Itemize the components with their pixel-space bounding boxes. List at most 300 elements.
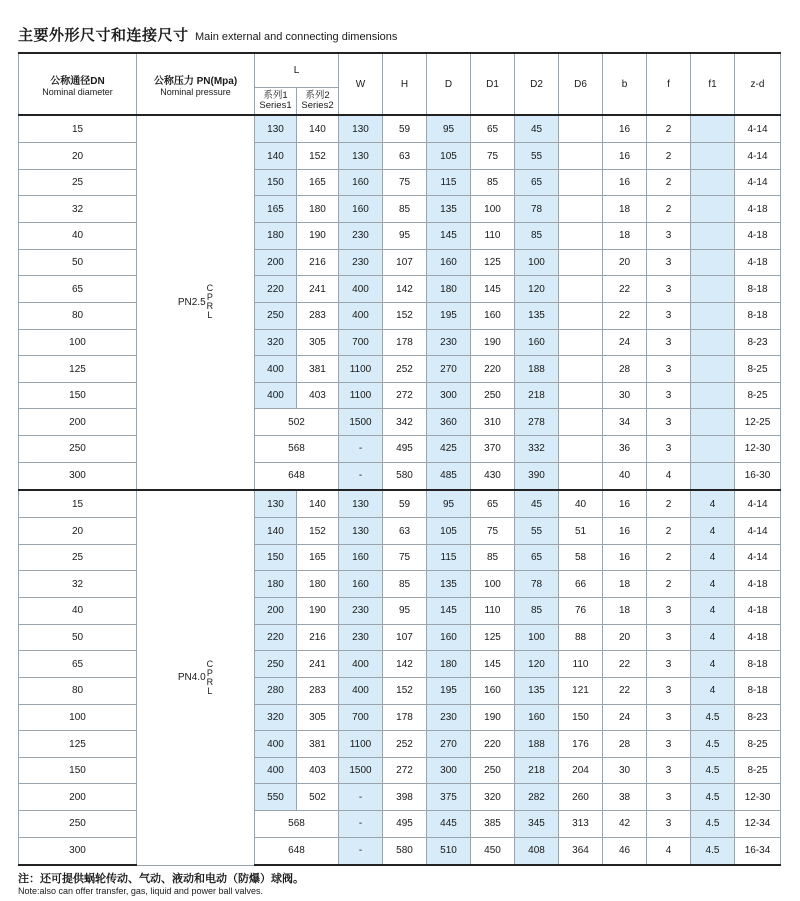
cell-f: 3	[647, 302, 691, 329]
cell-b: 24	[603, 704, 647, 731]
table-row	[19, 409, 781, 436]
pn-value: PN4.0	[177, 672, 206, 684]
cell-h: 59	[383, 115, 427, 143]
cell-l-series1: 400	[255, 356, 297, 383]
cell-b: 16	[603, 544, 647, 571]
cell-zd: 8-18	[735, 276, 781, 303]
cell-f1: 4.5	[691, 811, 735, 838]
cell-zd: 8-23	[735, 704, 781, 731]
cell-d6	[559, 462, 603, 490]
pn-materials	[207, 284, 214, 320]
cell-b: 22	[603, 651, 647, 678]
cell-zd: 8-18	[735, 677, 781, 704]
header-pn-en: Nominal pressure	[160, 86, 231, 97]
table-row	[19, 302, 781, 329]
table-row	[19, 624, 781, 651]
cell-f1: 4.5	[691, 704, 735, 731]
cell-zd: 4-14	[735, 115, 781, 143]
cell-f: 2	[647, 490, 691, 518]
cell-d6: 51	[559, 518, 603, 545]
header-series1	[255, 87, 297, 115]
cell-w: 400	[339, 677, 383, 704]
cell-h: 95	[383, 223, 427, 250]
cell-h: 272	[383, 382, 427, 409]
cell-b: 34	[603, 409, 647, 436]
cell-f: 2	[647, 143, 691, 170]
header-w: W	[339, 53, 383, 115]
cell-d1: 310	[471, 409, 515, 436]
cell-w: 400	[339, 302, 383, 329]
cell-zd: 4-18	[735, 624, 781, 651]
cell-b: 38	[603, 784, 647, 811]
cell-l-series1: 150	[255, 544, 297, 571]
cell-f: 3	[647, 276, 691, 303]
cell-w: 700	[339, 329, 383, 356]
cell-h: 495	[383, 811, 427, 838]
cell-l-series1: 200	[255, 249, 297, 276]
cell-h: 152	[383, 302, 427, 329]
pn-material-letter: L	[207, 685, 213, 696]
cell-f: 3	[647, 624, 691, 651]
cell-d2: 282	[515, 784, 559, 811]
cell-d1: 160	[471, 302, 515, 329]
cell-dn: 300	[19, 837, 137, 865]
cell-h: 398	[383, 784, 427, 811]
table-row	[19, 544, 781, 571]
header-dn-en: Nominal diameter	[42, 86, 113, 97]
table-row	[19, 382, 781, 409]
cell-l-combined: 648	[255, 837, 339, 865]
cell-f: 3	[647, 223, 691, 250]
header-series2-cn: 系列2	[305, 89, 330, 101]
cell-w: 400	[339, 276, 383, 303]
cell-f: 4	[647, 837, 691, 865]
cell-d1: 110	[471, 223, 515, 250]
cell-w: 1500	[339, 757, 383, 784]
pn-value: PN2.5	[177, 296, 206, 308]
cell-l-series1: 140	[255, 143, 297, 170]
cell-d2: 65	[515, 544, 559, 571]
header-h: H	[383, 53, 427, 115]
cell-h: 85	[383, 196, 427, 223]
header-d6: D6	[559, 53, 603, 115]
cell-h: 107	[383, 624, 427, 651]
table-row	[19, 169, 781, 196]
cell-b: 36	[603, 436, 647, 463]
cell-zd: 4-18	[735, 249, 781, 276]
cell-zd: 4-18	[735, 571, 781, 598]
cell-d: 135	[427, 571, 471, 598]
cell-f: 3	[647, 329, 691, 356]
cell-l-series1: 220	[255, 624, 297, 651]
cell-d: 300	[427, 382, 471, 409]
table-row	[19, 356, 781, 383]
cell-dn: 200	[19, 784, 137, 811]
footnote	[18, 873, 304, 897]
cell-h: 580	[383, 837, 427, 865]
cell-w: 130	[339, 490, 383, 518]
cell-dn: 32	[19, 196, 137, 223]
cell-d6	[559, 143, 603, 170]
cell-d: 105	[427, 143, 471, 170]
cell-f: 3	[647, 731, 691, 758]
cell-d: 375	[427, 784, 471, 811]
cell-l-series2: 216	[297, 249, 339, 276]
cell-b: 28	[603, 731, 647, 758]
table-row	[19, 784, 781, 811]
cell-b: 16	[603, 143, 647, 170]
cell-l-series1: 150	[255, 169, 297, 196]
table-row	[19, 223, 781, 250]
cell-d: 95	[427, 490, 471, 518]
cell-f1: 4	[691, 651, 735, 678]
cell-f1	[691, 276, 735, 303]
cell-b: 20	[603, 249, 647, 276]
cell-d6	[559, 329, 603, 356]
cell-h: 152	[383, 677, 427, 704]
cell-d: 230	[427, 704, 471, 731]
cell-b: 16	[603, 490, 647, 518]
cell-f1: 4.5	[691, 731, 735, 758]
cell-zd: 8-25	[735, 757, 781, 784]
cell-h: 95	[383, 598, 427, 625]
cell-d2: 160	[515, 329, 559, 356]
cell-l-series2: 140	[297, 490, 339, 518]
cell-f: 3	[647, 704, 691, 731]
cell-d2: 120	[515, 276, 559, 303]
cell-d1: 85	[471, 169, 515, 196]
cell-d1: 190	[471, 704, 515, 731]
cell-l-series1: 220	[255, 276, 297, 303]
cell-d1: 65	[471, 115, 515, 143]
cell-d2: 85	[515, 223, 559, 250]
cell-d: 300	[427, 757, 471, 784]
cell-w: 230	[339, 624, 383, 651]
cell-zd: 4-14	[735, 544, 781, 571]
table-row	[19, 677, 781, 704]
dimensions-table	[18, 52, 781, 866]
cell-d6	[559, 436, 603, 463]
cell-d6: 121	[559, 677, 603, 704]
cell-d: 145	[427, 223, 471, 250]
cell-f1	[691, 223, 735, 250]
cell-l-series1: 140	[255, 518, 297, 545]
table-row	[19, 731, 781, 758]
cell-f1	[691, 249, 735, 276]
cell-w: -	[339, 811, 383, 838]
cell-b: 42	[603, 811, 647, 838]
cell-d: 180	[427, 276, 471, 303]
table-row	[19, 436, 781, 463]
cell-zd: 4-14	[735, 518, 781, 545]
cell-d2: 100	[515, 249, 559, 276]
cell-dn: 32	[19, 571, 137, 598]
cell-w: 130	[339, 143, 383, 170]
cell-d2: 345	[515, 811, 559, 838]
cell-zd: 12-30	[735, 436, 781, 463]
cell-zd: 8-23	[735, 329, 781, 356]
cell-zd: 4-14	[735, 169, 781, 196]
cell-l-combined: 568	[255, 811, 339, 838]
pn-material-letter: C	[206, 283, 214, 294]
cell-f1: 4	[691, 571, 735, 598]
table-row	[19, 571, 781, 598]
cell-l-series2: 216	[297, 624, 339, 651]
header-dn-cn: 公称通径DN	[50, 75, 105, 87]
cell-d: 425	[427, 436, 471, 463]
pn-label	[178, 284, 213, 320]
cell-l-series2: 381	[297, 731, 339, 758]
cell-d6: 313	[559, 811, 603, 838]
header-series1-cn: 系列1	[263, 89, 288, 101]
cell-d6: 204	[559, 757, 603, 784]
pn-material-letter: P	[206, 667, 213, 678]
cell-f: 3	[647, 784, 691, 811]
cell-b: 20	[603, 624, 647, 651]
cell-d1: 320	[471, 784, 515, 811]
cell-d2: 390	[515, 462, 559, 490]
cell-f1	[691, 302, 735, 329]
cell-w: 1100	[339, 382, 383, 409]
cell-d: 360	[427, 409, 471, 436]
cell-d: 445	[427, 811, 471, 838]
header-row-1	[19, 53, 781, 87]
table-row	[19, 490, 781, 518]
cell-d1: 220	[471, 356, 515, 383]
cell-w: 130	[339, 518, 383, 545]
cell-d2: 278	[515, 409, 559, 436]
cell-d2: 45	[515, 115, 559, 143]
cell-f: 3	[647, 356, 691, 383]
cell-l-series2: 502	[297, 784, 339, 811]
cell-l-series2: 180	[297, 196, 339, 223]
cell-b: 30	[603, 757, 647, 784]
cell-l-series2: 241	[297, 651, 339, 678]
cell-d6	[559, 196, 603, 223]
cell-h: 142	[383, 276, 427, 303]
cell-w: 1100	[339, 731, 383, 758]
cell-w: 700	[339, 704, 383, 731]
table-row	[19, 329, 781, 356]
cell-d6: 40	[559, 490, 603, 518]
cell-d: 270	[427, 356, 471, 383]
cell-d2: 218	[515, 382, 559, 409]
cell-f: 4	[647, 462, 691, 490]
cell-w: 230	[339, 598, 383, 625]
header-f: f	[647, 53, 691, 115]
pn-material-letter: P	[206, 292, 213, 303]
cell-d2: 65	[515, 169, 559, 196]
footnote-cn: 注：还可提供蜗轮传动、气动、液动和电动（防爆）球阀。	[18, 873, 304, 885]
cell-h: 495	[383, 436, 427, 463]
cell-dn: 40	[19, 598, 137, 625]
cell-d: 230	[427, 329, 471, 356]
cell-zd: 4-14	[735, 143, 781, 170]
pn-material-letter: C	[206, 658, 214, 669]
cell-d6	[559, 276, 603, 303]
cell-f: 3	[647, 811, 691, 838]
cell-pn	[137, 115, 255, 490]
cell-d1: 190	[471, 329, 515, 356]
cell-zd: 4-18	[735, 223, 781, 250]
cell-dn: 250	[19, 436, 137, 463]
cell-d: 145	[427, 598, 471, 625]
cell-f: 2	[647, 115, 691, 143]
cell-d2: 78	[515, 196, 559, 223]
cell-w: 1500	[339, 409, 383, 436]
cell-d2: 45	[515, 490, 559, 518]
cell-l-series1: 130	[255, 115, 297, 143]
cell-d2: 78	[515, 571, 559, 598]
cell-h: 580	[383, 462, 427, 490]
cell-l-series2: 180	[297, 571, 339, 598]
cell-d: 95	[427, 115, 471, 143]
cell-b: 30	[603, 382, 647, 409]
cell-dn: 150	[19, 382, 137, 409]
cell-d1: 145	[471, 651, 515, 678]
cell-zd: 4-18	[735, 196, 781, 223]
cell-l-series1: 165	[255, 196, 297, 223]
cell-w: -	[339, 837, 383, 865]
cell-dn: 25	[19, 169, 137, 196]
cell-l-combined: 568	[255, 436, 339, 463]
cell-dn: 40	[19, 223, 137, 250]
cell-d2: 135	[515, 677, 559, 704]
cell-b: 18	[603, 571, 647, 598]
cell-d6: 110	[559, 651, 603, 678]
cell-h: 272	[383, 757, 427, 784]
cell-h: 85	[383, 571, 427, 598]
cell-d1: 370	[471, 436, 515, 463]
table-row	[19, 196, 781, 223]
cell-l-series1: 550	[255, 784, 297, 811]
cell-l-series1: 320	[255, 704, 297, 731]
cell-d6: 150	[559, 704, 603, 731]
cell-d6: 364	[559, 837, 603, 865]
cell-d: 160	[427, 249, 471, 276]
cell-l-series1: 280	[255, 677, 297, 704]
cell-h: 342	[383, 409, 427, 436]
cell-f1: 4	[691, 490, 735, 518]
cell-b: 18	[603, 598, 647, 625]
cell-l-series1: 250	[255, 651, 297, 678]
cell-dn: 50	[19, 624, 137, 651]
cell-l-series2: 381	[297, 356, 339, 383]
header-b: b	[603, 53, 647, 115]
cell-f: 2	[647, 571, 691, 598]
cell-dn: 80	[19, 677, 137, 704]
cell-h: 59	[383, 490, 427, 518]
cell-dn: 15	[19, 490, 137, 518]
cell-d1: 125	[471, 249, 515, 276]
cell-d1: 250	[471, 382, 515, 409]
cell-dn: 50	[19, 249, 137, 276]
cell-dn: 300	[19, 462, 137, 490]
cell-f: 2	[647, 544, 691, 571]
cell-l-series2: 165	[297, 544, 339, 571]
cell-d6	[559, 249, 603, 276]
cell-l-combined: 502	[255, 409, 339, 436]
cell-l-series2: 152	[297, 143, 339, 170]
cell-b: 16	[603, 518, 647, 545]
header-series1-en: Series1	[259, 99, 292, 111]
cell-f1	[691, 196, 735, 223]
cell-d: 180	[427, 651, 471, 678]
cell-f: 3	[647, 436, 691, 463]
cell-l-series2: 241	[297, 276, 339, 303]
cell-d2: 160	[515, 704, 559, 731]
cell-w: 230	[339, 249, 383, 276]
cell-dn: 250	[19, 811, 137, 838]
cell-h: 252	[383, 356, 427, 383]
cell-zd: 4-14	[735, 490, 781, 518]
cell-d2: 188	[515, 731, 559, 758]
cell-w: 1100	[339, 356, 383, 383]
table-row	[19, 462, 781, 490]
cell-zd: 8-25	[735, 382, 781, 409]
cell-d1: 450	[471, 837, 515, 865]
cell-d2: 408	[515, 837, 559, 865]
cell-d: 105	[427, 518, 471, 545]
cell-b: 28	[603, 356, 647, 383]
cell-dn: 65	[19, 276, 137, 303]
cell-b: 24	[603, 329, 647, 356]
cell-d6	[559, 382, 603, 409]
pn-material-letter: R	[206, 301, 214, 312]
cell-f: 2	[647, 518, 691, 545]
cell-d: 160	[427, 624, 471, 651]
header-pn	[137, 53, 255, 115]
pn-label	[178, 660, 213, 696]
cell-d1: 75	[471, 143, 515, 170]
cell-l-series2: 152	[297, 518, 339, 545]
cell-l-series1: 180	[255, 571, 297, 598]
cell-w: 400	[339, 651, 383, 678]
cell-w: 160	[339, 544, 383, 571]
cell-d: 115	[427, 169, 471, 196]
cell-b: 18	[603, 223, 647, 250]
cell-f1	[691, 382, 735, 409]
cell-f1	[691, 409, 735, 436]
header-l: L	[255, 53, 339, 87]
pn-materials	[207, 660, 214, 696]
cell-d1: 145	[471, 276, 515, 303]
cell-d6: 176	[559, 731, 603, 758]
cell-l-combined: 648	[255, 462, 339, 490]
table-row	[19, 757, 781, 784]
cell-dn: 80	[19, 302, 137, 329]
cell-f1	[691, 115, 735, 143]
table-row	[19, 651, 781, 678]
cell-f1: 4.5	[691, 784, 735, 811]
header-dn	[19, 53, 137, 115]
cell-l-series2: 403	[297, 757, 339, 784]
cell-d6	[559, 169, 603, 196]
cell-f: 3	[647, 382, 691, 409]
cell-b: 46	[603, 837, 647, 865]
cell-dn: 20	[19, 143, 137, 170]
cell-b: 40	[603, 462, 647, 490]
cell-d1: 160	[471, 677, 515, 704]
cell-f1	[691, 329, 735, 356]
cell-zd: 8-18	[735, 302, 781, 329]
cell-zd: 12-34	[735, 811, 781, 838]
cell-f: 2	[647, 169, 691, 196]
cell-f1	[691, 436, 735, 463]
cell-zd: 8-25	[735, 356, 781, 383]
cell-f: 3	[647, 249, 691, 276]
cell-d1: 65	[471, 490, 515, 518]
